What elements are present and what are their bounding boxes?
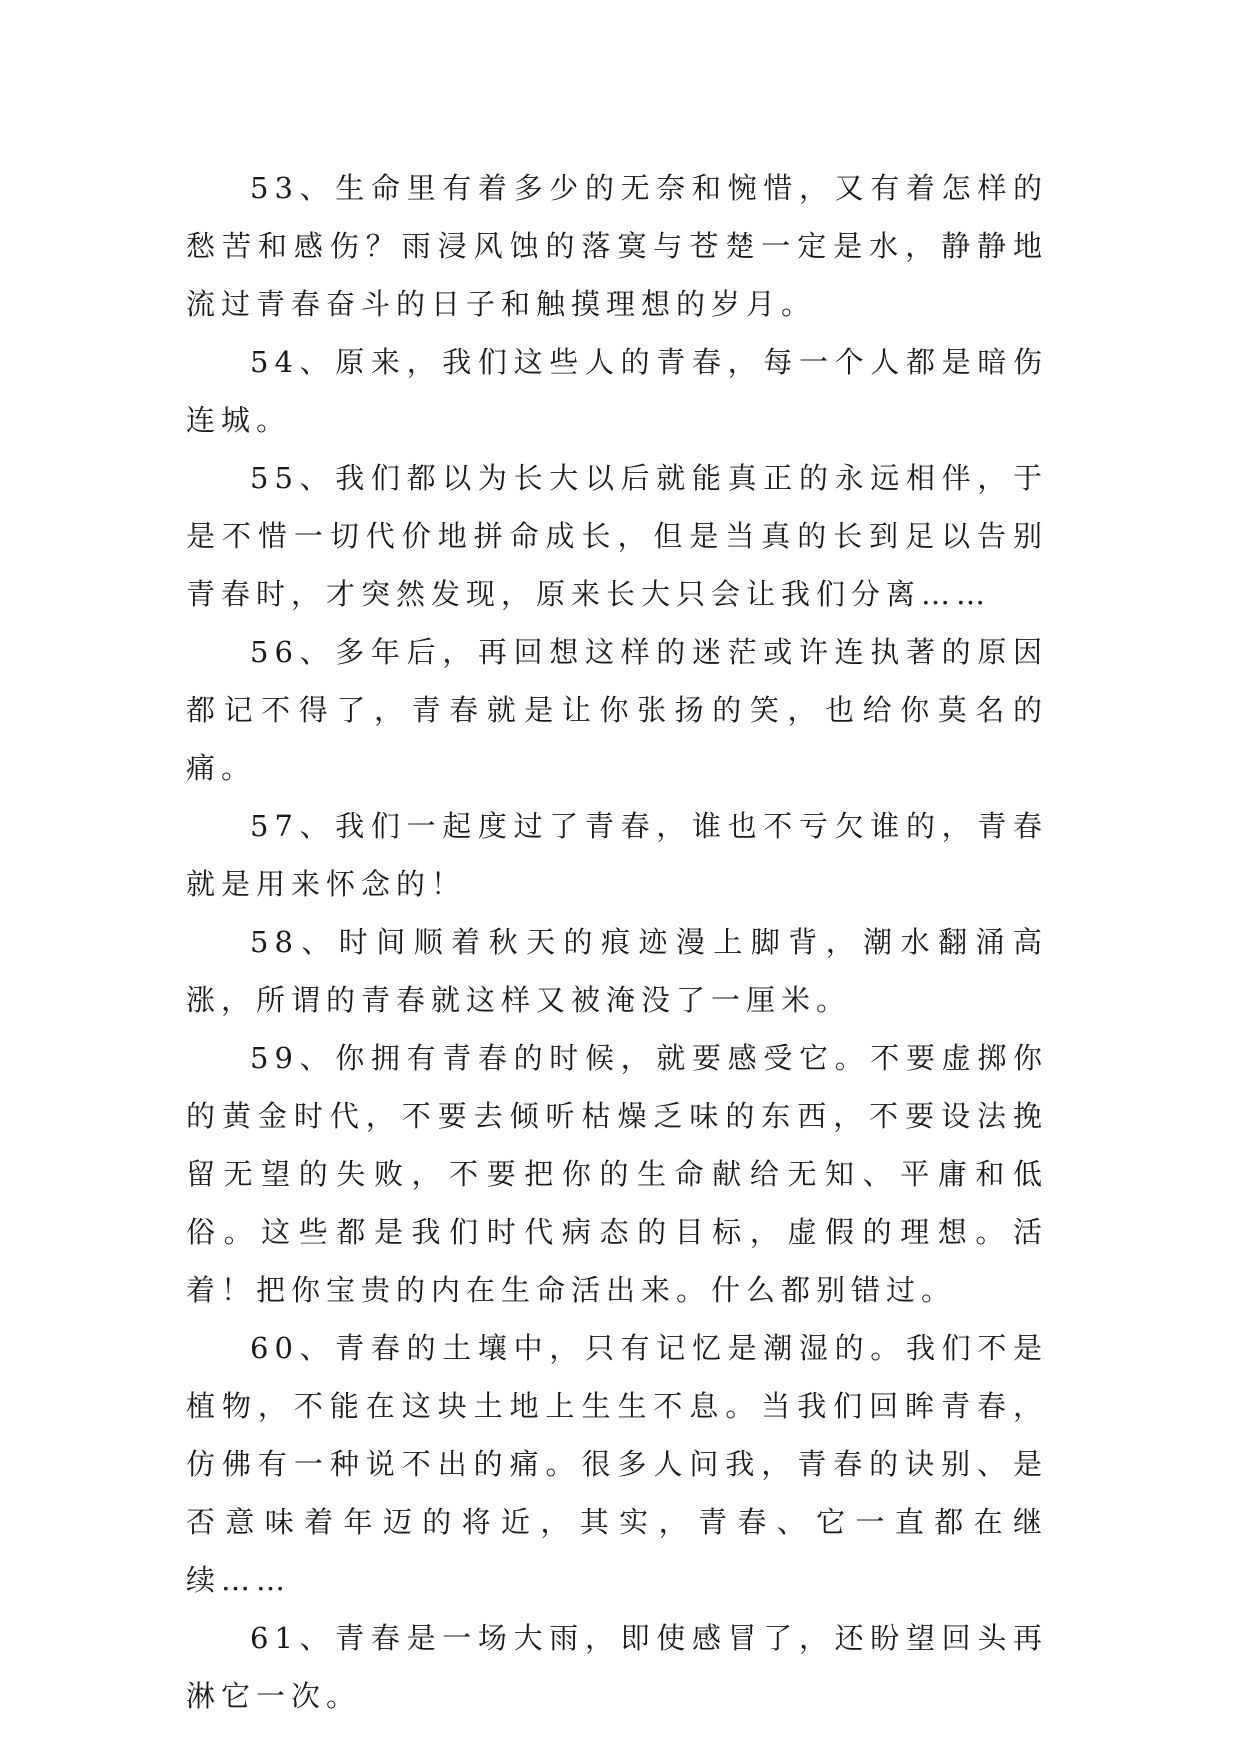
entry-54: 54、原来，我们这些人的青春，每一个人都是暗伤连城。 [186,345,1048,437]
entry-55: 55、我们都以为长大以后就能真正的永远相伴，于是不惜一切代价地拼命成长，但是当真的长到足以告别青春时，才突然发现，原来长大只会让我们分离…… [186,461,1048,611]
entry-60: 60、青春的土壤中，只有记忆是潮湿的。我们不是植物，不能在这块土地上生生不息。当我们回眸青春，仿佛有一种说不出的痛。很多人问我，青春的诀别、是否意味着年迈的将近，其实，青春、它一直都在继续…… [186,1331,1048,1597]
document-body [186,159,1048,1725]
entry-53: 53、生命里有着多少的无奈和惋惜，又有着怎样的愁苦和感伤？雨浸风蚀的落寞与苍楚一定是水，静静地流过青春奋斗的日子和触摸理想的岁月。 [186,171,1048,321]
entry-59: 59、你拥有青春的时候，就要感受它。不要虚掷你的黄金时代，不要去倾听枯燥乏味的东西，不要设法挽留无望的失败，不要把你的生命献给无知、平庸和低俗。这些都是我们时代病态的目标，虚假的理想。活着！把你宝贵的内在生命活出来。什么都别错过。 [186,1041,1048,1307]
entry-57: 57、我们一起度过了青春，谁也不亏欠谁的，青春就是用来怀念的！ [186,809,1048,901]
entry-58: 58、时间顺着秋天的痕迹漫上脚背，潮水翻涌高涨，所谓的青春就这样又被淹没了一厘米。 [186,925,1048,1017]
entry-56: 56、多年后，再回想这样的迷茫或许连执著的原因都记不得了，青春就是让你张扬的笑，也给你莫名的痛。 [186,635,1048,785]
entry-61: 61、青春是一场大雨，即使感冒了，还盼望回头再淋它一次。 [186,1621,1048,1713]
